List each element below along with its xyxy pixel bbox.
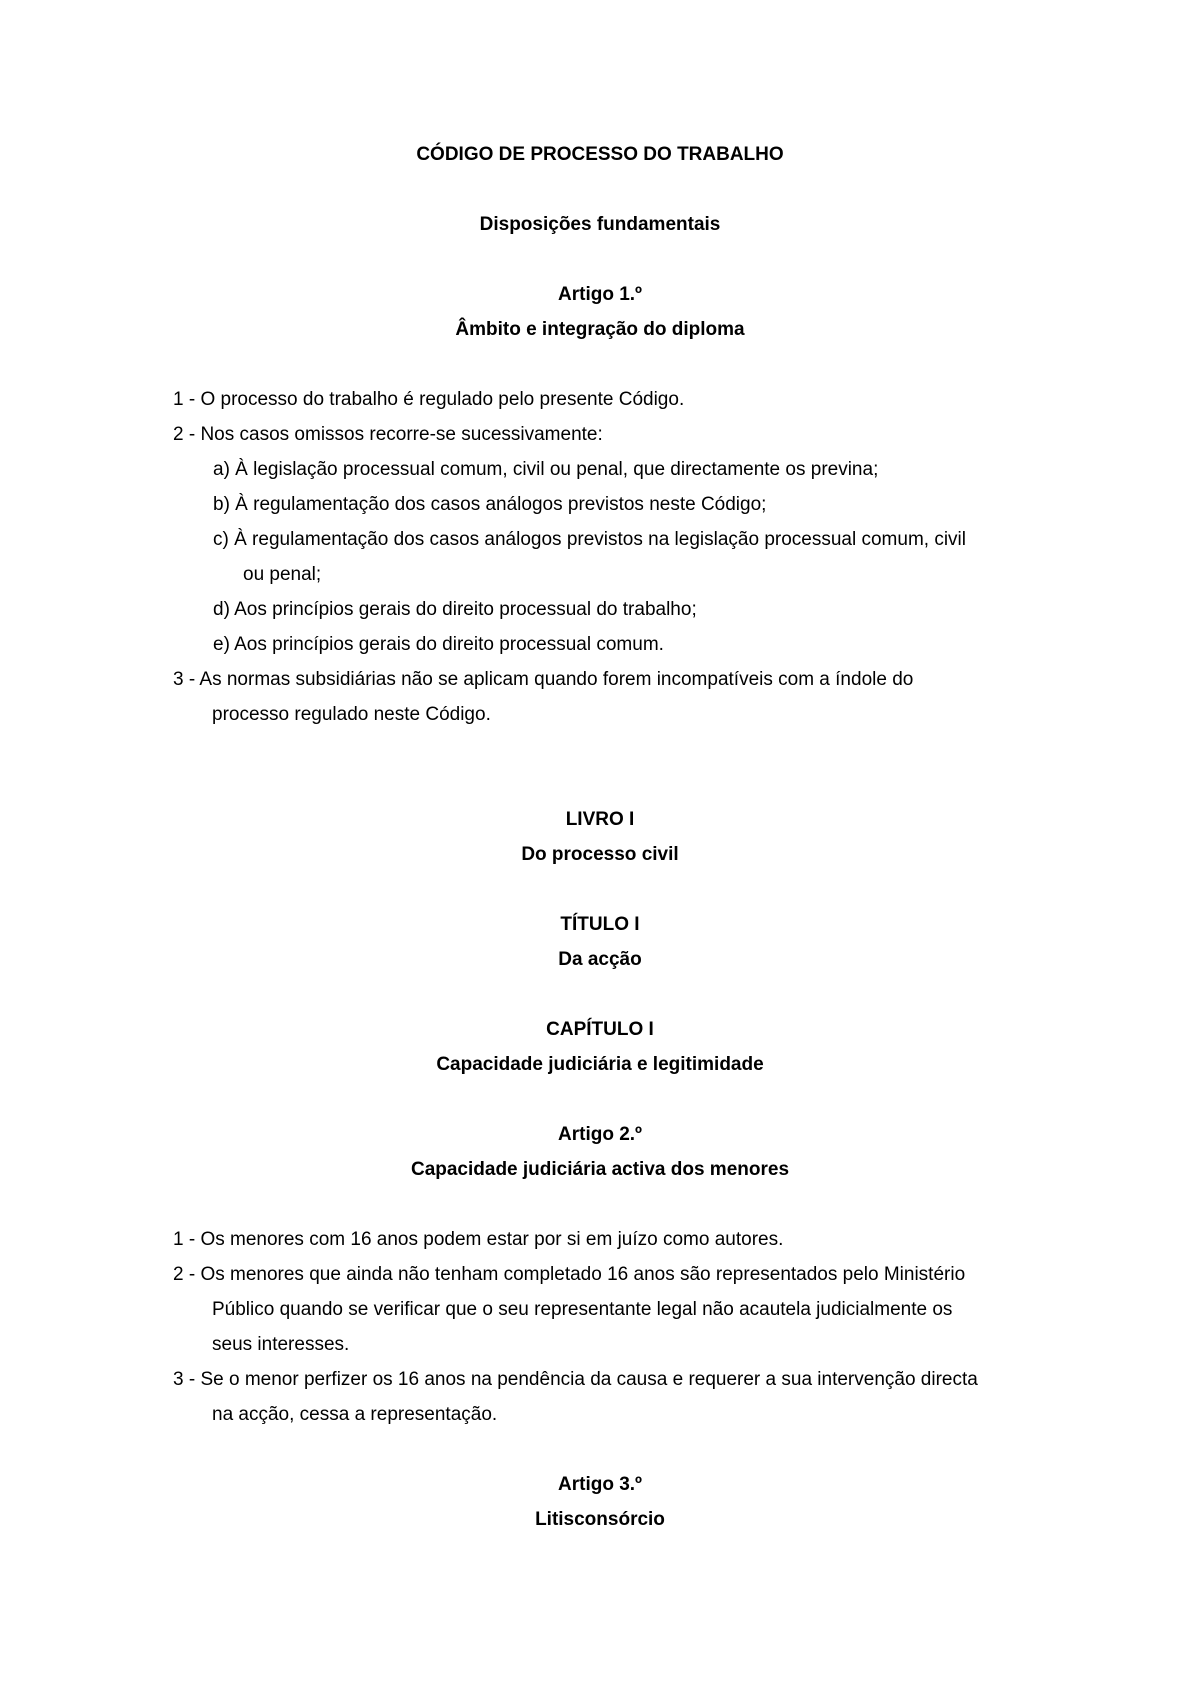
article-1-paragraph-1: 1 - O processo do trabalho é regulado pelo presente Código. bbox=[173, 389, 685, 410]
article-2-paragraph-2-end: seus interesses. bbox=[212, 1334, 350, 1355]
livro-title: Do processo civil bbox=[521, 844, 679, 865]
document-subtitle: Disposições fundamentais bbox=[479, 214, 721, 235]
article-1-paragraph-3-continued: processo regulado neste Código. bbox=[212, 704, 491, 725]
livro-heading: LIVRO I bbox=[565, 809, 635, 830]
article-2-paragraph-1: 1 - Os menores com 16 anos podem estar por si em juízo como autores. bbox=[173, 1229, 784, 1250]
article-1-heading: Âmbito e integração do diploma bbox=[455, 319, 745, 340]
capitulo-heading: CAPÍTULO I bbox=[546, 1019, 654, 1040]
titulo-title: Da acção bbox=[558, 949, 642, 970]
article-2-paragraph-2: 2 - Os menores que ainda não tenham completado 16 anos são representados pelo Ministério bbox=[173, 1264, 966, 1285]
article-3-number: Artigo 3.º bbox=[558, 1474, 642, 1495]
article-2-number: Artigo 2.º bbox=[558, 1124, 642, 1145]
titulo-heading: TÍTULO I bbox=[560, 914, 640, 935]
article-2-paragraph-3: 3 - Se o menor perfizer os 16 anos na pendência da causa e requerer a sua intervenção directa bbox=[173, 1369, 978, 1390]
article-1-paragraph-3: 3 - As normas subsidiárias não se aplicam quando forem incompatíveis com a índole do bbox=[173, 669, 914, 690]
article-1-item-d: d) Aos princípios gerais do direito processual do trabalho; bbox=[213, 599, 697, 620]
article-1-item-c-continued: ou penal; bbox=[243, 564, 322, 585]
article-1-paragraph-2: 2 - Nos casos omissos recorre-se sucessivamente: bbox=[173, 424, 603, 445]
article-1-item-e: e) Aos princípios gerais do direito processual comum. bbox=[213, 634, 664, 655]
capitulo-title: Capacidade judiciária e legitimidade bbox=[436, 1054, 764, 1075]
article-2-paragraph-2-continued: Público quando se verificar que o seu representante legal não acautela judicialmente os bbox=[212, 1299, 953, 1320]
document-title: CÓDIGO DE PROCESSO DO TRABALHO bbox=[416, 144, 784, 165]
article-2-heading: Capacidade judiciária activa dos menores bbox=[410, 1159, 790, 1180]
article-1-item-a: a) À legislação processual comum, civil ou penal, que directamente os previna; bbox=[213, 459, 879, 480]
article-3-heading: Litisconsórcio bbox=[535, 1509, 665, 1530]
article-2-paragraph-3-continued: na acção, cessa a representação. bbox=[212, 1404, 498, 1425]
article-1-item-c: c) À regulamentação dos casos análogos previstos na legislação processual comum, civil bbox=[213, 529, 966, 550]
article-1-item-b: b) À regulamentação dos casos análogos previstos neste Código; bbox=[213, 494, 767, 515]
article-1-number: Artigo 1.º bbox=[558, 284, 642, 305]
